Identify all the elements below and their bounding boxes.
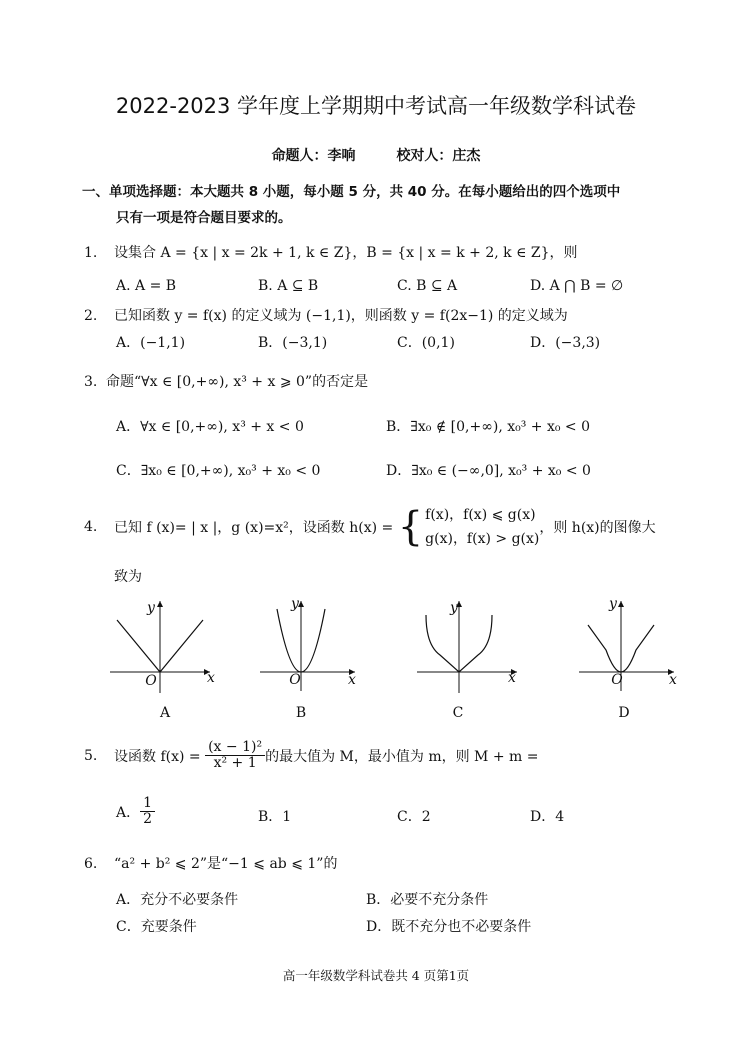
q5-frac-numerator: (x − 1)²	[205, 740, 265, 756]
q3-option-c: C．∃x₀ ∈ [0,+∞), x₀³ + x₀ < 0	[116, 463, 321, 479]
q5-fraction	[205, 740, 265, 772]
graph-d-caption: D	[618, 705, 630, 721]
q4-stem-b: ，则 h(x)的图像大	[539, 520, 656, 536]
q2-option-d: D．(−3,3)	[530, 335, 601, 351]
q6-option-d: D．既不充分也不必要条件	[366, 919, 532, 935]
graph-d-y-label: y	[609, 596, 617, 612]
question-3	[84, 371, 368, 391]
graph-c-caption: C	[452, 705, 464, 721]
q1-number: 1.	[84, 245, 98, 261]
question-5	[84, 740, 538, 772]
graph-c-y-label: y	[450, 600, 458, 616]
q5-option-a	[116, 796, 155, 828]
q5-option-c: C．2	[397, 809, 431, 825]
graph-a-x-label: x	[207, 670, 215, 686]
q6-number: 6.	[84, 856, 98, 872]
section-heading-line1: 一、单项选择题：本大题共 8 小题，每小题 5 分，共 40 分。在每小题给出的四个选项中	[82, 184, 621, 200]
q5-option-a-fraction	[140, 796, 155, 828]
q1-stem: 设集合 A = {x | x = 2k + 1, k ∈ Z}，B = {x | x = k + 2, k ∈ Z}，则	[114, 245, 578, 261]
q2-option-a: A．(−1,1)	[116, 335, 186, 351]
q6-stem: “a² + b² ⩽ 2”是“−1 ⩽ ab ⩽ 1”的	[114, 856, 338, 872]
q5-optA-den: 2	[143, 811, 153, 828]
exam-title: 2022-2023 学年度上学期期中考试高一年级数学科试卷	[115, 94, 637, 118]
q2-option-b: B．(−3,1)	[258, 335, 328, 351]
q3-stem: 命题“∀x ∈ [0,+∞), x³ + x ⩾ 0”的否定是	[106, 374, 369, 390]
q4-case-2: g(x)，f(x) > g(x)	[425, 531, 540, 547]
q4-case-1: f(x)，f(x) ⩽ g(x)	[425, 507, 536, 523]
q5-option-b: B．1	[258, 809, 292, 825]
q5-optA-num: 1	[140, 796, 155, 812]
q5-frac-denominator: x² + 1	[213, 755, 257, 772]
q5-stem-a: 设函数 f(x) =	[114, 748, 201, 765]
setter: 命题人：李响	[271, 148, 356, 164]
q1-option-c: C. B ⊆ A	[397, 278, 458, 294]
checker: 校对人：庄杰	[396, 148, 481, 164]
q4-stem-c: 致为	[114, 569, 142, 585]
q2-option-c: C．(0,1)	[397, 335, 455, 351]
graph-b-caption: B	[295, 705, 307, 721]
q2-stem: 已知函数 y = f(x) 的定义域为 (−1,1)，则函数 y = f(2x−1) 的定义域为	[114, 308, 568, 324]
brace-icon: {	[397, 504, 424, 550]
graph-d-x-label: x	[669, 672, 677, 688]
question-4	[84, 503, 656, 551]
q1-option-a: A. A = B	[116, 278, 177, 294]
q5-option-d: D．4	[530, 809, 565, 825]
q5-option-a-label: A．	[116, 804, 141, 821]
q2-number: 2.	[84, 308, 98, 324]
q4-number: 4.	[84, 519, 98, 535]
question-2	[84, 305, 568, 325]
q3-option-a: A．∀x ∈ [0,+∞), x³ + x < 0	[116, 419, 304, 435]
piecewise-cases	[425, 503, 539, 551]
q4-stem-a: 已知 f (x)= | x |，g (x)=x²，设函数 h(x) =	[114, 520, 394, 536]
graph-b-origin: O	[289, 672, 301, 688]
graph-b-x-label: x	[348, 672, 356, 688]
q5-number: 5.	[84, 747, 98, 764]
graph-a-y-label: y	[147, 600, 155, 616]
question-6	[84, 853, 337, 873]
q1-option-b: B. A ⊆ B	[258, 278, 319, 294]
question-1	[84, 242, 578, 262]
q3-option-b: B．∃x₀ ∉ [0,+∞), x₀³ + x₀ < 0	[386, 419, 591, 435]
graph-a-caption: A	[159, 705, 171, 721]
q5-stem-b: 的最大值为 M，最小值为 m，则 M + m =	[265, 748, 539, 765]
graph-d-origin: O	[611, 672, 623, 688]
graph-c-x-label: x	[508, 670, 516, 686]
q6-option-b: B．必要不充分条件	[366, 892, 489, 908]
section-heading-line2: 只有一项是符合题目要求的。	[116, 210, 292, 226]
q3-number: 3.	[84, 374, 98, 390]
q6-option-a: A．充分不必要条件	[116, 892, 239, 908]
q1-option-d: D. A ⋂ B = ∅	[530, 278, 624, 294]
graph-a-origin: O	[145, 673, 157, 689]
q6-option-c: C．充要条件	[116, 919, 197, 935]
page-footer: 高一年级数学科试卷共 4 页第1页	[282, 968, 470, 983]
authors-line	[0, 145, 752, 165]
graph-b-y-label: y	[291, 596, 299, 612]
q3-option-d: D．∃x₀ ∈ (−∞,0], x₀³ + x₀ < 0	[386, 463, 591, 479]
